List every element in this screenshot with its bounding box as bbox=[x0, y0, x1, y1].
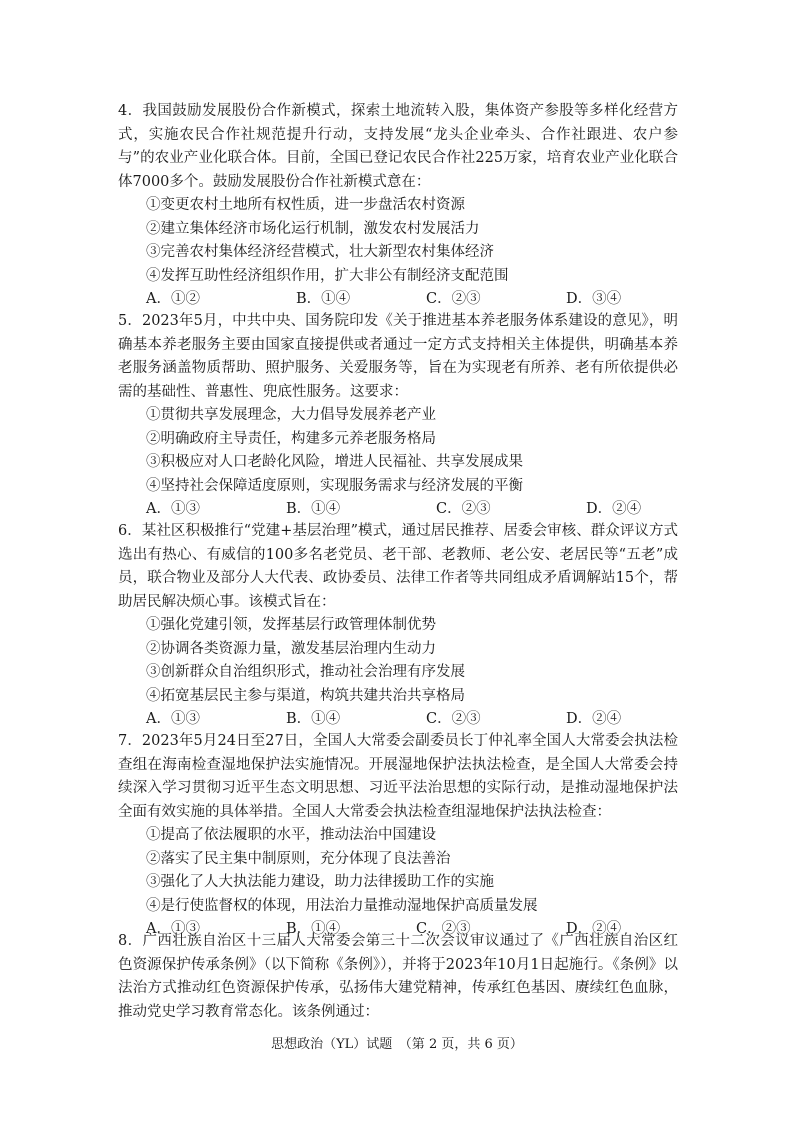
page-footer: 思想政治（YL）试题 （第 2 页，共 6 页） bbox=[271, 1037, 523, 1052]
statement-option: ②建立集体经济市场化运行机制，激发农村发展活力 bbox=[146, 220, 480, 237]
question-stem: 5．2023年5月，中共中央、国务院印发《关于推进基本养老服务体系建设的意见》，明确基本养老服务主要由国家直接提供或者通过一定方式支持相关主体提供，明确基本养老服务涵盖物质帮助、照护服务、关爱服务等，旨在为实现老有所养、老有所依提供必需的基础性、普惠性、兜底性服务。这要求： bbox=[118, 313, 678, 400]
statement-option: ②协调各类资源力量，激发基层治理内生动力 bbox=[146, 640, 436, 657]
choice-c: C．②③ bbox=[436, 501, 491, 517]
statement-option: ①变更农村土地所有权性质，进一步盘活农村资源 bbox=[146, 197, 465, 213]
choice-d: D．③④ bbox=[566, 291, 622, 307]
choice-d: D．②④ bbox=[566, 921, 622, 937]
statement-option: ①贯彻共享发展理念，大力倡导发展养老产业 bbox=[146, 407, 436, 423]
statement-option: ①提高了依法履职的水平，推动法治中国建设 bbox=[146, 827, 436, 843]
statement-option: ④发挥互助性经济组织作用，扩大非公有制经济支配范围 bbox=[146, 267, 509, 284]
statement-option: ③完善农村集体经济经营模式，壮大新型农村集体经济 bbox=[146, 244, 494, 260]
choice-c: C．②③ bbox=[416, 921, 471, 937]
question-stem: 6．某社区积极推行“党建+基层治理”模式，通过居民推荐、居委会审核、群众评议方式选出有热心、有威信的100多名老党员、老干部、老教师、老公安、老居民等“五老”成员，联合物业及部分人大代表、政协委员、法律工作者等共同组成矛盾调解站15个，帮助居民解决烦心事。该模式旨在： bbox=[118, 523, 678, 610]
answer-choices bbox=[118, 288, 678, 312]
statement-option: ①强化党建引领，发挥基层行政管理体制优势 bbox=[146, 617, 436, 633]
statement-option: ③创新群众自治组织形式，推动社会治理有序发展 bbox=[146, 664, 465, 680]
statement-option: ④坚持社会保障适度原则，实现服务需求与经济发展的平衡 bbox=[146, 477, 523, 494]
choice-d: D．②④ bbox=[586, 501, 642, 517]
question-stem: 8．广西壮族自治区十三届人大常委会第三十二次会议审议通过了《广西壮族自治区红色资源保护传承条例》（以下简称《条例》），并将于2023年10月1日起施行。《条例》以法治方式推动红色资源保护传承，弘扬伟大建党精神，传承红色基因、赓续红色血脉，推动党史学习教育常态化。该条例通过： bbox=[118, 933, 678, 1020]
choice-d: D．②④ bbox=[566, 711, 622, 727]
choice-c: C．②③ bbox=[426, 291, 481, 307]
question-stem: 7．2023年5月24日至27日，全国人大常委会副委员长丁仲礼率全国人大常委会执法检查组在海南检查湿地保护法实施情况。开展湿地保护法执法检查，是全国人大常委会持续深入学习贯彻习近平生态文明思想、习近平法治思想的实际行动，是推动湿地保护法全面有效实施的具体举措。全国人大常委会执法检查组湿地保护法执法检查： bbox=[118, 733, 678, 820]
choice-b: B．①④ bbox=[296, 291, 351, 307]
statement-option: ④是行使监督权的体现，用法治力量推动湿地保护高质量发展 bbox=[146, 897, 538, 914]
question-5 bbox=[118, 310, 678, 522]
question-6 bbox=[118, 520, 678, 732]
question-stem: 4．我国鼓励发展股份合作新模式，探索土地流转入股，集体资产参股等多样化经营方式，实施农民合作社规范提升行动，支持发展“龙头企业牵头、合作社跟进、农户参与”的农业产业化联合体。目前，全国已登记农民合作社225万家，培育农业产业化联合体7000多个。鼓励发展股份合作社新模式意在： bbox=[118, 103, 678, 190]
choice-a: A．①③ bbox=[146, 501, 200, 517]
question-4 bbox=[118, 100, 678, 312]
choice-c: C．②③ bbox=[426, 711, 481, 727]
question-7 bbox=[118, 730, 678, 942]
question-8 bbox=[118, 930, 678, 1024]
statement-option: ③积极应对人口老龄化风险，增进人民福祉、共享发展成果 bbox=[146, 454, 523, 470]
choice-a: A．①② bbox=[146, 291, 200, 307]
choice-a: A．①③ bbox=[146, 711, 200, 727]
statement-option: ④拓宽基层民主参与渠道，构筑共建共治共享格局 bbox=[146, 687, 465, 704]
choice-b: B．①④ bbox=[286, 921, 341, 937]
choice-a: A．①③ bbox=[146, 921, 200, 937]
statement-option: ②明确政府主导责任，构建多元养老服务格局 bbox=[146, 430, 436, 447]
answer-choices bbox=[118, 498, 678, 522]
choice-b: B．①④ bbox=[286, 711, 341, 727]
answer-choices bbox=[118, 708, 678, 732]
choice-b: B．①④ bbox=[286, 501, 341, 517]
statement-option: ③强化了人大执法能力建设，助力法律援助工作的实施 bbox=[146, 874, 494, 890]
statement-option: ②落实了民主集中制原则，充分体现了良法善治 bbox=[146, 850, 451, 867]
